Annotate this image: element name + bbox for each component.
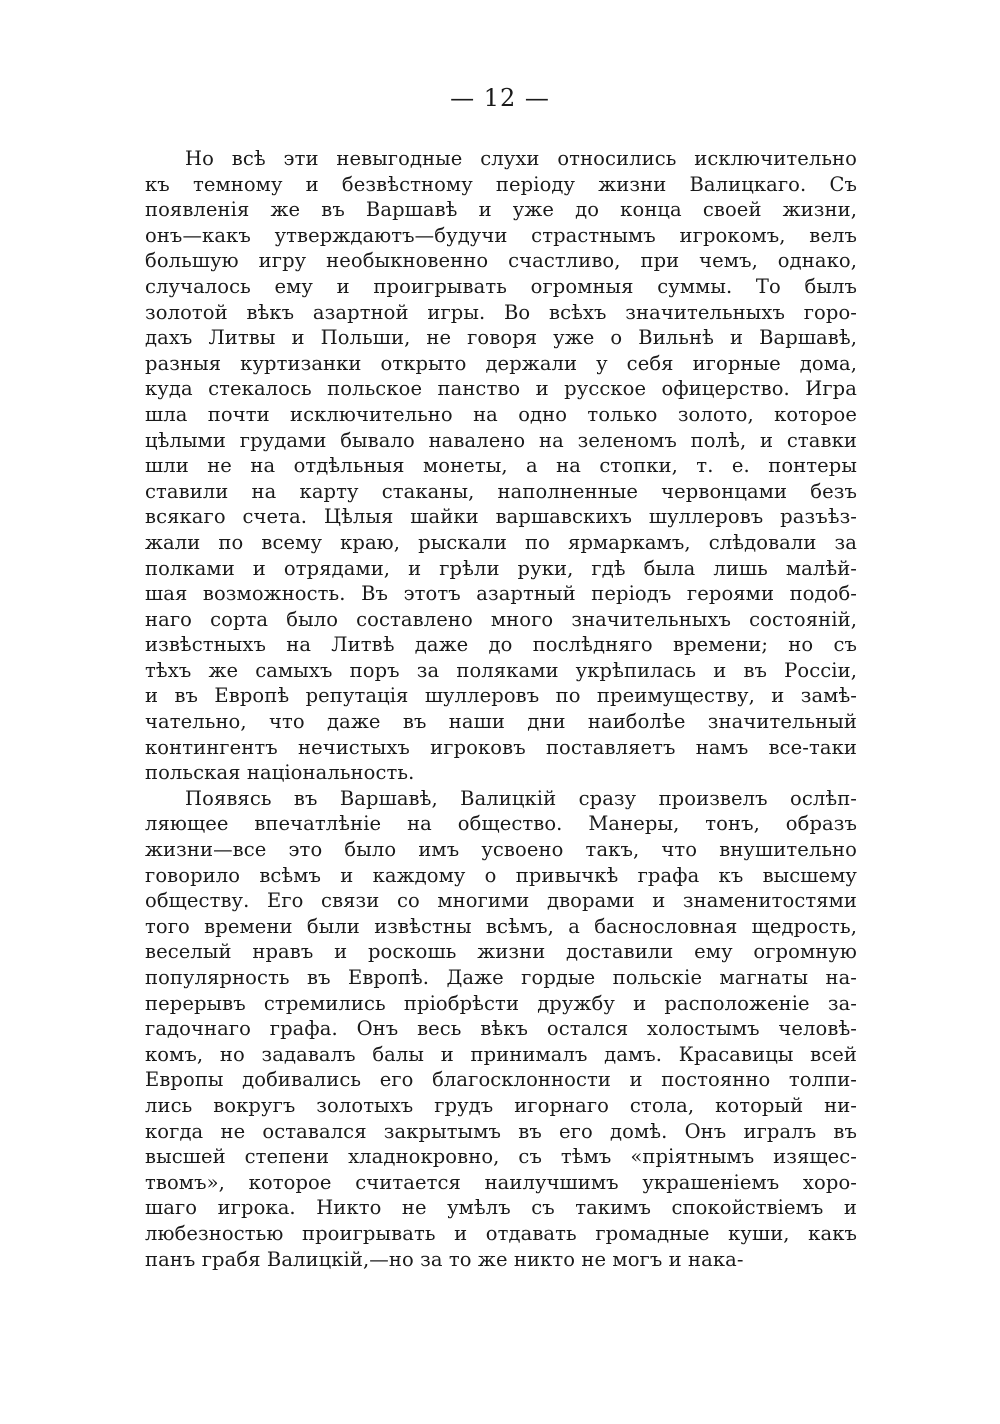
text-line: куда стекалось польское панство и русское офицерство. Игра [145, 377, 857, 401]
text-line: когда не оставался закрытымъ въ его домѣ. Онъ игралъ въ [145, 1119, 857, 1143]
page-number: — 12 — [450, 84, 550, 112]
text-line: любезностью проигрывать и отдавать громадные куши, какъ [145, 1221, 857, 1245]
paragraph [145, 786, 857, 1272]
text-line: перерывъ стремились пріобрѣсти дружбу и расположеніе за- [145, 991, 857, 1015]
text-line: популярность въ Европѣ. Даже гордые польскіе магнаты на- [145, 966, 857, 989]
text-line: ставили на карту стаканы, наполненные червонцами безъ [145, 479, 857, 503]
text-line: чательно, что даже въ наши дни наиболѣе значительный [145, 710, 857, 734]
text-line: появленія же въ Варшавѣ и уже до конца своей жизни, [145, 198, 857, 222]
paragraph [145, 146, 857, 786]
text-line: твомъ», которое считается наилучшимъ украшеніемъ хоро- [145, 1170, 857, 1194]
text-line: извѣстныхъ на Литвѣ даже до послѣдняго времени; но съ [145, 633, 857, 657]
text-line: панъ грабя Валицкій,—но за то же никто не могъ и нака- [145, 1247, 744, 1271]
text-line: всякаго счета. Цѣлыя шайки варшавскихъ шуллеровъ разъѣз- [145, 505, 857, 529]
text-line: высшей степени хладнокровно, съ тѣмъ «пріятнымъ изящес- [145, 1145, 857, 1169]
text-line: дахъ Литвы и Польши, не говоря уже о Вильнѣ и Варшавѣ, [145, 326, 857, 350]
text-line: гадочнаго графа. Онъ весь вѣкъ остался холостымъ человѣ- [145, 1017, 857, 1041]
text-line: Европы добивались его благосклонности и постоянно толпи- [145, 1068, 857, 1092]
text-line: жали по всему краю, рыскали по ярмаркамъ, слѣдовали за [145, 530, 857, 554]
body-text [145, 146, 857, 1272]
text-line: большую игру необыкновенно счастливо, при чемъ, однако, [145, 249, 857, 273]
text-line: обществу. Его связи со многими дворами и знаменитостями [145, 889, 857, 913]
text-line: ляющее впечатлѣніе на общество. Манеры, тонъ, образъ [145, 812, 857, 836]
text-line: комъ, но задавалъ балы и принималъ дамъ. Красавицы всей [145, 1042, 857, 1066]
text-line: Но всѣ эти невыгодные слухи относились исключительно [185, 147, 857, 170]
text-line: къ темному и безвѣстному періоду жизни Валицкаго. Съ [145, 172, 857, 196]
text-line: полками и отрядами, и грѣли руки, гдѣ была лишь малѣй- [145, 556, 857, 580]
text-line: Появясь въ Варшавѣ, Валицкій сразу произвелъ ослѣп- [185, 786, 857, 810]
text-line: говорило всѣмъ и каждому о привычкѣ графа къ высшему [145, 863, 857, 887]
text-line: и въ Европѣ репутація шуллеровъ по преимуществу, и замѣ- [145, 684, 857, 708]
text-line: цѣлыми грудами бывало навалено на зеленомъ полѣ, и ставки [145, 428, 857, 452]
text-line: шли не на отдѣльныя монеты, а на стопки, т. е. понтеры [145, 454, 857, 478]
text-line: онъ—какъ утверждаютъ—будучи страстнымъ игрокомъ, велъ [145, 223, 857, 247]
text-line: лись вокругъ золотыхъ грудъ игорнаго стола, который ни- [145, 1093, 857, 1117]
text-line: контингентъ нечистыхъ игроковъ поставляетъ намъ все-таки [145, 735, 857, 759]
text-line: случалось ему и проигрывать огромныя суммы. То былъ [145, 274, 857, 298]
text-line: шла почти исключительно на одно только золото, которое [145, 402, 857, 426]
text-line: шаго игрока. Никто не умѣлъ съ такимъ спокойствіемъ и [145, 1196, 857, 1220]
text-line: наго сорта было составлено много значительныхъ состояній, [145, 607, 857, 631]
text-line: жизни—все это было имъ усвоено такъ, что внушительно [145, 838, 857, 862]
text-line: шая возможность. Въ этотъ азартный періодъ героями подоб- [145, 582, 857, 606]
text-line: тѣхъ же самыхъ поръ за поляками укрѣпилась и въ Россіи, [145, 658, 857, 682]
text-line: того времени были извѣстны всѣмъ, а баснословная щедрость, [145, 914, 857, 938]
text-line: веселый нравъ и роскошь жизни доставили ему огромную [145, 940, 857, 964]
text-line: золотой вѣкъ азартной игры. Во всѣхъ значительныхъ горо- [145, 300, 857, 324]
text-line: разныя куртизанки открыто держали у себя игорные дома, [145, 351, 857, 375]
text-line: польская національность. [145, 761, 415, 785]
